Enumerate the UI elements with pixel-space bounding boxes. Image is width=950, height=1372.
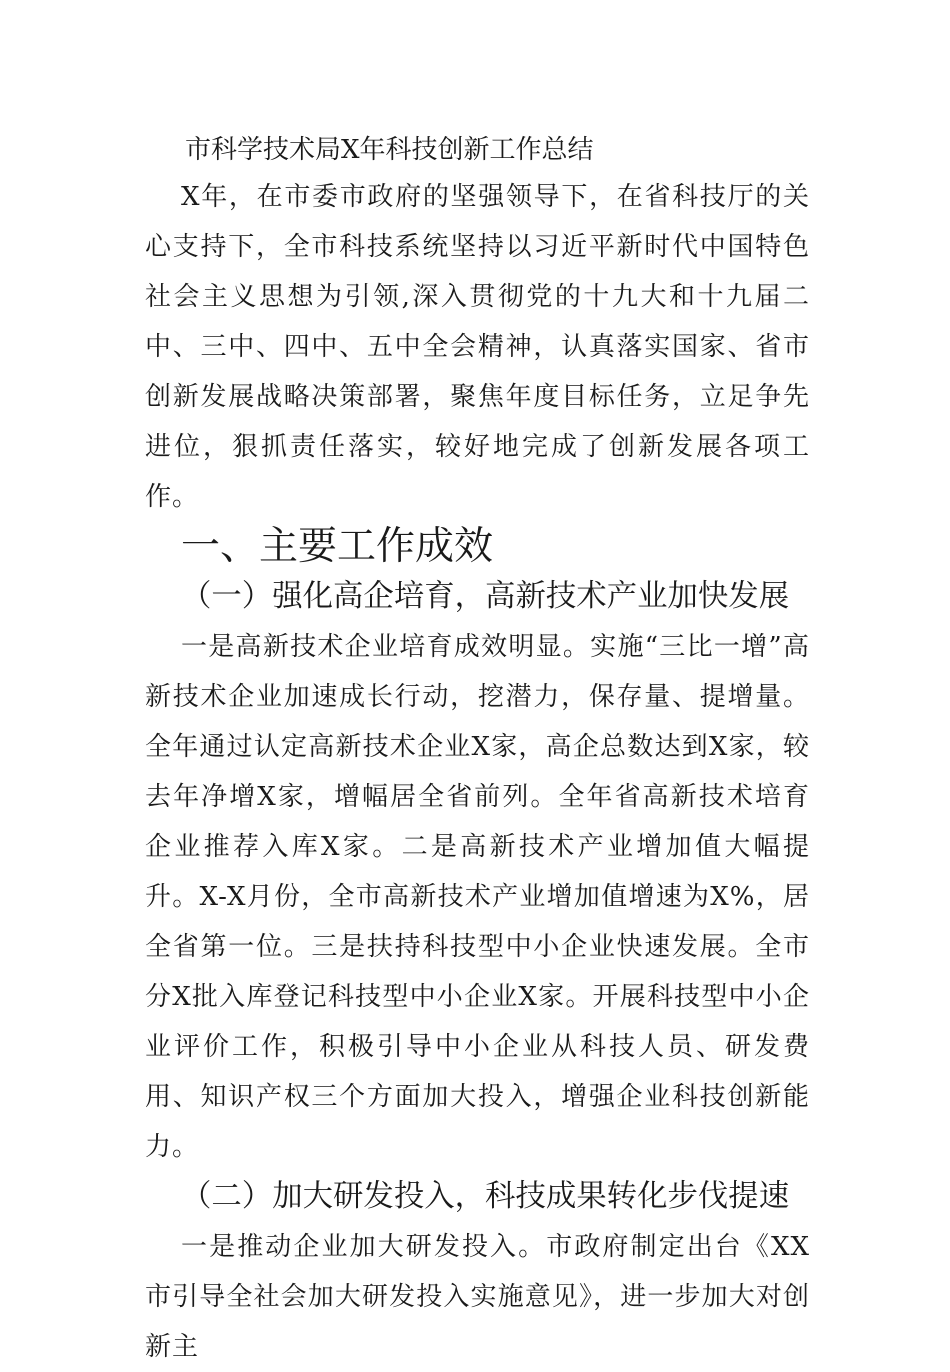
subsection-heading-rd-investment: （二）加大研发投入，科技成果转化步伐提速 (181, 1179, 790, 1214)
document-body (145, 128, 810, 1372)
subsection-1-paragraph: 一是高新技术企业培育成效明显。实施“三比一增”高新技术企业加速成长行动，挖潜力，保存量、提增量。全年通过认定高新技术企业X家，高企总数达到X家，较去年净增X家，增幅居全省前列。全年省高新技术培育企业推荐入库X家。二是高新技术产业增加值大幅提升。X-X月份，全市高新技术产业增加值增速为X%，居全省第一位。三是扶持科技型中小企业快速发展。全市分X批入库登记科技型中小企业X家。开展科技型中小企业评价工作，积极引导中小企业从科技人员、研发费用、知识产权三个方面加大投入，增强企业科技创新能力。 (145, 632, 810, 1162)
subsection-2-paragraph: 一是推动企业加大研发投入。市政府制定出台《XX市引导全社会加大研发投入实施意见》，进一步加大对创新主 (145, 1232, 810, 1362)
section-heading-main-achievements: 一、主要工作成效 (181, 524, 494, 569)
intro-paragraph: X年，在市委市政府的坚强领导下，在省科技厅的关心支持下，全市科技系统坚持以习近平新时代中国特色社会主义思想为引领,深入贯彻党的十九大和十九届二中、三中、四中、五中全会精神，认真落实国家、省市创新发展战略决策部署，聚焦年度目标任务，立足争先进位，狠抓责任落实，较好地完成了创新发展各项工作。 (145, 182, 810, 512)
subsection-heading-high-tech-enterprises: （一）强化高企培育，高新技术产业加快发展 (181, 579, 790, 614)
document-title: 市科学技术局X年科技创新工作总结 (185, 135, 594, 165)
